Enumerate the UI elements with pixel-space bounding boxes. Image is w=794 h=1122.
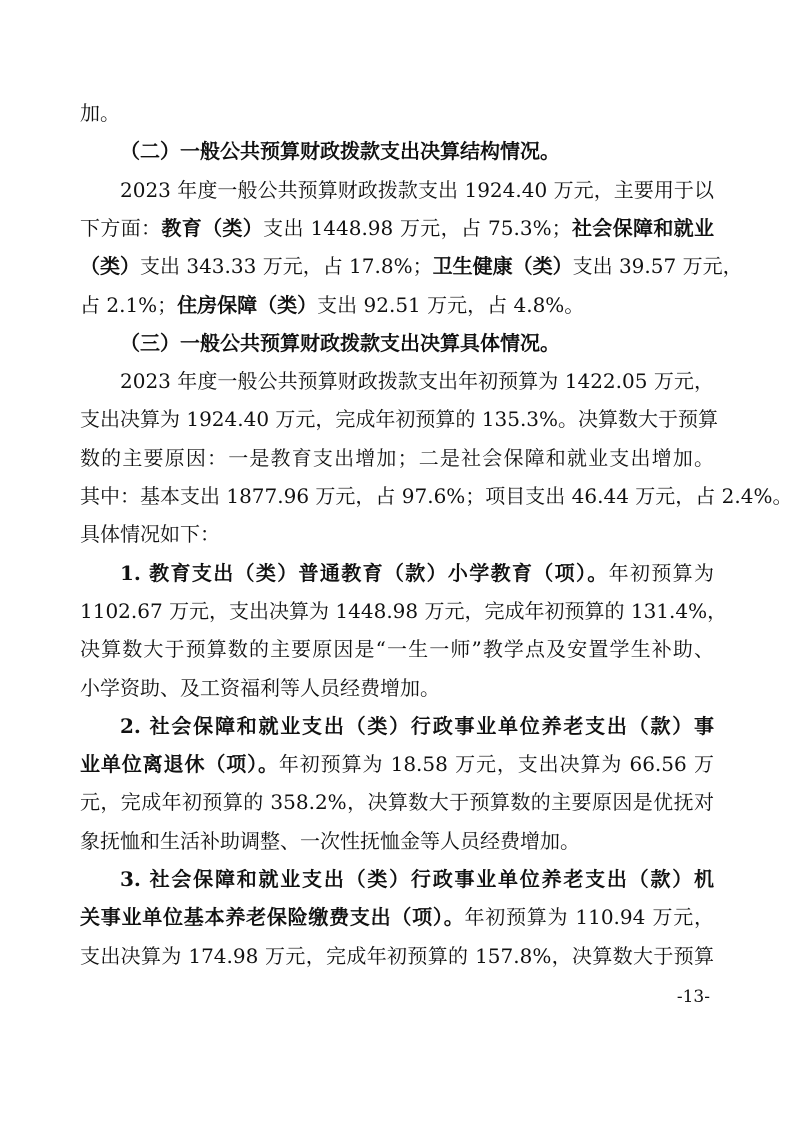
text-run: 象抚恤和生活补助调整、一次性抚恤金等人员经费增加。: [80, 828, 580, 853]
text-run: 支出 92.51 万元，占 4.8%。: [317, 292, 585, 317]
text-line: [80, 782, 714, 822]
text-line: [80, 936, 714, 976]
text-run: 2023 年度一般公共预算财政拨款支出年初预算为 1422.05 万元，: [120, 369, 714, 394]
bold-text: 业单位离退休（项）。: [80, 752, 279, 777]
bold-text: （类）: [80, 254, 140, 279]
text-run: 支出决算为 174.98 万元，完成年初预算的 157.8%，决算数大于预算: [80, 943, 714, 968]
text-line: [80, 93, 120, 133]
text-run: 年初预算为 110.94 万元，: [464, 905, 714, 930]
text-run: 具体情况如下：: [80, 522, 220, 547]
bold-text: （三）一般公共预算财政拨款支出决算具体情况。: [120, 330, 560, 355]
bold-text: 1. 教育支出（类）普通教育（款）小学教育（项）。: [120, 560, 609, 585]
text-line: [80, 629, 714, 669]
text-run: 支出 39.57 万元，: [572, 254, 743, 279]
text-line: [120, 170, 714, 210]
text-run: 下方面：: [80, 215, 162, 240]
text-run: 占 2.1%；: [80, 292, 178, 317]
text-run: 支出 1448.98 万元，占 75.3%；: [263, 215, 572, 240]
bold-text: 关事业单位基本养老保险缴费支出（项）。: [80, 905, 465, 930]
text-line: [80, 476, 793, 516]
text-line: [120, 859, 714, 899]
text-line: [80, 285, 584, 325]
text-line: [120, 131, 560, 171]
text-run: 年初预算为: [608, 560, 715, 585]
bold-text: 卫生健康（类）: [432, 254, 573, 279]
text-run: 数的主要原因：一是教育支出增加；二是社会保障和就业支出增加。: [80, 445, 714, 470]
bold-text: 教育（类）: [161, 215, 264, 240]
text-run: 年初预算为 18.58 万元，支出决算为 66.56 万: [278, 752, 714, 777]
bold-text: （二）一般公共预算财政拨款支出决算结构情况。: [120, 139, 560, 164]
text-line: [120, 361, 714, 401]
text-line: [80, 438, 714, 478]
text-line: [80, 399, 719, 439]
text-run: 支出 343.33 万元，占 17.8%；: [140, 254, 433, 279]
text-line: [80, 821, 580, 861]
text-run: 加。: [80, 101, 120, 125]
text-line: [80, 514, 220, 554]
text-run: 小学资助、及工资福利等人员经费增加。: [80, 675, 440, 700]
text-line: [80, 208, 714, 248]
text-run: 2023 年度一般公共预算财政拨款支出 1924.40 万元，主要用于以: [120, 177, 714, 202]
text-line: [120, 553, 714, 593]
text-run: 1102.67 万元，支出决算为 1448.98 万元，完成年初预算的 131.4%，: [80, 598, 728, 623]
text-run: 支出决算为 1924.40 万元，完成年初预算的 135.3%。决算数大于预算: [80, 407, 719, 432]
text-run: 其中：基本支出 1877.96 万元，占 97.6%；项目支出 46.44 万元，占 2.4%。: [80, 484, 793, 508]
bold-text: 住房保障（类）: [177, 292, 318, 317]
text-run: 决算数大于预算数的主要原因是“一生一师”教学点及安置学生补助、: [80, 637, 714, 662]
text-line: [120, 323, 560, 363]
text-line: [80, 591, 728, 631]
text-run: 元，完成年初预算的 358.2%，决算数大于预算数的主要原因是优抚对: [80, 790, 714, 815]
bold-text: 2. 社会保障和就业支出（类）行政事业单位养老支出（款）事: [120, 713, 714, 738]
bold-text: 社会保障和就业: [571, 215, 715, 240]
text-line: [120, 706, 714, 746]
page-number: -13-: [676, 987, 710, 1007]
text-line: [80, 246, 743, 286]
bold-text: 3. 社会保障和就业支出（类）行政事业单位养老支出（款）机: [120, 867, 714, 891]
text-line: [80, 897, 714, 937]
text-line: [80, 744, 714, 784]
text-line: [80, 668, 440, 708]
